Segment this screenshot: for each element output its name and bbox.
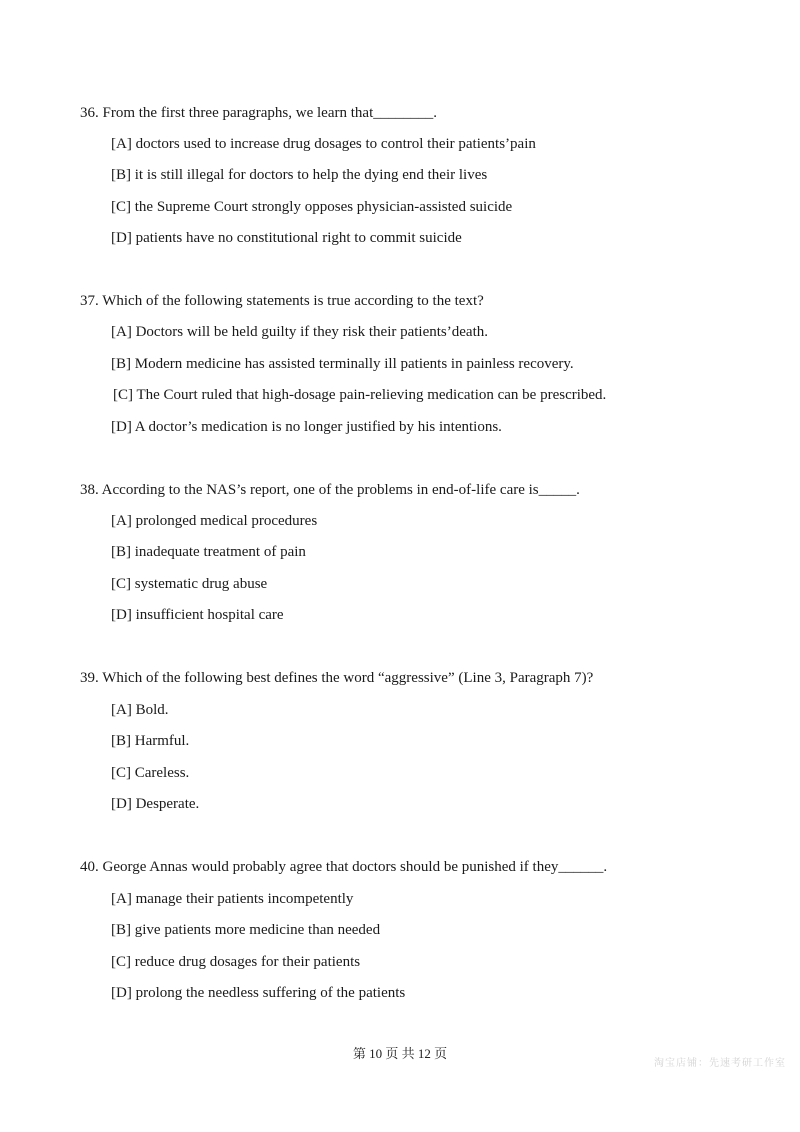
page-number: 第 10 页 共 12 页 — [352, 1046, 448, 1061]
option-a: [A] Bold. — [111, 702, 169, 718]
option-b: [B] give patients more medicine than needed — [111, 922, 381, 938]
option-c: [C] systematic drug abuse — [111, 576, 268, 592]
option-a: [A] Doctors will be held guilty if they risk their patients’death. — [111, 324, 488, 340]
question-stem: 40. George Annas would probably agree that doctors should be punished if they______. — [80, 859, 608, 875]
option-c: [C] reduce drug dosages for their patients — [111, 954, 361, 970]
option-b: [B] inadequate treatment of pain — [111, 544, 306, 560]
question-stem: 39. Which of the following best defines the word “aggressive” (Line 3, Paragraph 7)? — [80, 670, 594, 686]
option-d: [D] insufficient hospital care — [111, 607, 284, 623]
option-b: [B] it is still illegal for doctors to help the dying end their lives — [111, 167, 488, 183]
option-d: [D] Desperate. — [111, 796, 200, 812]
option-d: [D] patients have no constitutional right to commit suicide — [111, 230, 462, 246]
option-a: [A] doctors used to increase drug dosages to control their patients’pain — [111, 136, 536, 152]
option-b: [B] Modern medicine has assisted terminally ill patients in painless recovery. — [111, 356, 574, 372]
option-d: [D] prolong the needless suffering of the patients — [111, 985, 406, 1001]
question-stem: 37. Which of the following statements is true according to the text? — [80, 293, 484, 309]
question-stem: 36. From the first three paragraphs, we learn that________. — [80, 105, 437, 121]
option-b: [B] Harmful. — [111, 733, 190, 749]
option-c: [C] the Supreme Court strongly opposes physician-assisted suicide — [111, 199, 513, 215]
option-c: [C] Careless. — [111, 765, 190, 781]
option-c: [C] The Court ruled that high-dosage pain-relieving medication can be prescribed. — [113, 387, 607, 403]
option-a: [A] prolonged medical procedures — [111, 513, 318, 529]
option-a: [A] manage their patients incompetently — [111, 891, 354, 907]
question-stem: 38. According to the NAS’s report, one of the problems in end-of-life care is_____. — [80, 482, 580, 498]
option-d: [D] A doctor’s medication is no longer justified by his intentions. — [111, 419, 502, 435]
shop-watermark: 淘宝店铺：先速考研工作室 — [654, 1058, 786, 1069]
